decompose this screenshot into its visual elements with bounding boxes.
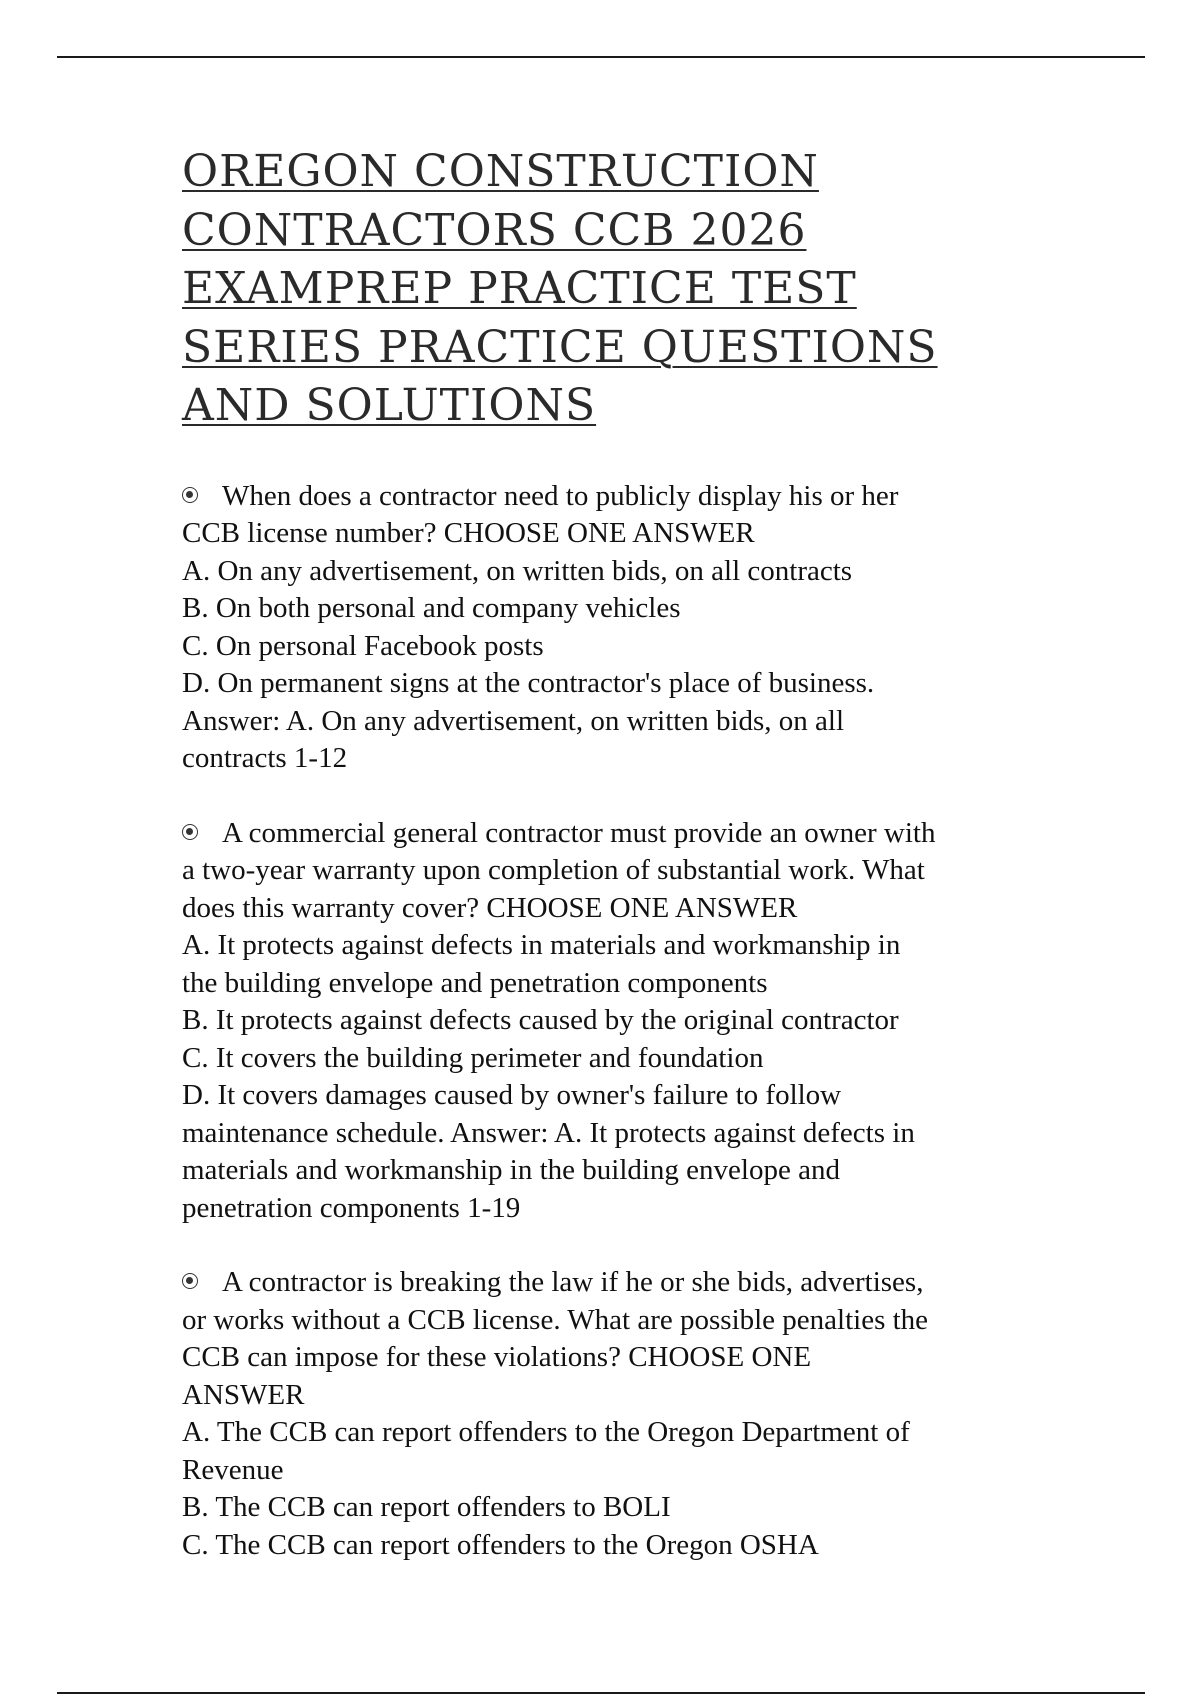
title-line: CONTRACTORS CCB 2026 <box>182 204 807 256</box>
answer-option: A. It protects against defects in materials and workmanship in <box>182 929 901 961</box>
question-line: does this warranty cover? CHOOSE ONE ANSWER <box>182 891 798 924</box>
document-body <box>182 143 1042 1601</box>
answer-option: C. It covers the building perimeter and foundation <box>182 1041 764 1074</box>
answer-option: B. It protects against defects caused by the original contractor <box>182 1004 899 1036</box>
question-line: ANSWER <box>182 1378 305 1411</box>
answer-option: C. On personal Facebook posts <box>182 629 544 662</box>
answer-option: B. The CCB can report offenders to BOLI <box>182 1491 671 1523</box>
question-item <box>182 478 1042 778</box>
question-line: A commercial general contractor must provide an owner with <box>222 816 936 849</box>
answer-option: C. The CCB can report offenders to the Oregon OSHA <box>182 1528 819 1561</box>
answer-option: A. On any advertisement, on written bids, on all contracts <box>182 554 853 587</box>
answer-text: maintenance schedule. Answer: A. It protects against defects in <box>182 1116 915 1149</box>
radio-bullet-icon <box>182 1273 198 1289</box>
radio-bullet-icon <box>182 824 198 840</box>
question-line: CCB can impose for these violations? CHOOSE ONE <box>182 1341 812 1373</box>
answer-option: D. It covers damages caused by owner's failure to follow <box>182 1079 842 1111</box>
question-line: When does a contractor need to publicly display his or her <box>222 479 899 512</box>
question-line: a two-year warranty upon completion of substantial work. What <box>182 854 925 886</box>
question-item <box>182 815 1042 1228</box>
question-list <box>182 478 1042 1565</box>
question-line: A contractor is breaking the law if he or she bids, advertises, <box>222 1266 924 1298</box>
answer-option: the building envelope and penetration components <box>182 966 768 999</box>
answer-text: Answer: A. On any advertisement, on written bids, on all <box>182 704 845 737</box>
top-divider <box>57 56 1145 58</box>
title-line: EXAMPREP PRACTICE TEST <box>182 263 857 314</box>
answer-text: contracts 1-12 <box>182 742 348 774</box>
title-line: OREGON CONSTRUCTION <box>182 146 819 197</box>
answer-option: A. The CCB can report offenders to the Oregon Department of <box>182 1416 910 1448</box>
answer-text: materials and workmanship in the building envelope and <box>182 1154 840 1186</box>
title-line: AND SOLUTIONS <box>182 380 597 431</box>
answer-option: D. On permanent signs at the contractor's place of business. <box>182 667 875 699</box>
radio-bullet-icon <box>182 487 198 503</box>
title-line: SERIES PRACTICE QUESTIONS <box>182 321 938 373</box>
answer-option: Revenue <box>182 1453 284 1486</box>
answer-option: B. On both personal and company vehicles <box>182 592 681 624</box>
answer-text: penetration components 1-19 <box>182 1191 521 1224</box>
question-item <box>182 1264 1042 1564</box>
question-line: CCB license number? CHOOSE ONE ANSWER <box>182 517 755 549</box>
question-line: or works without a CCB license. What are possible penalties the <box>182 1303 929 1336</box>
document-title <box>182 143 1042 436</box>
bottom-divider <box>57 1692 1145 1694</box>
